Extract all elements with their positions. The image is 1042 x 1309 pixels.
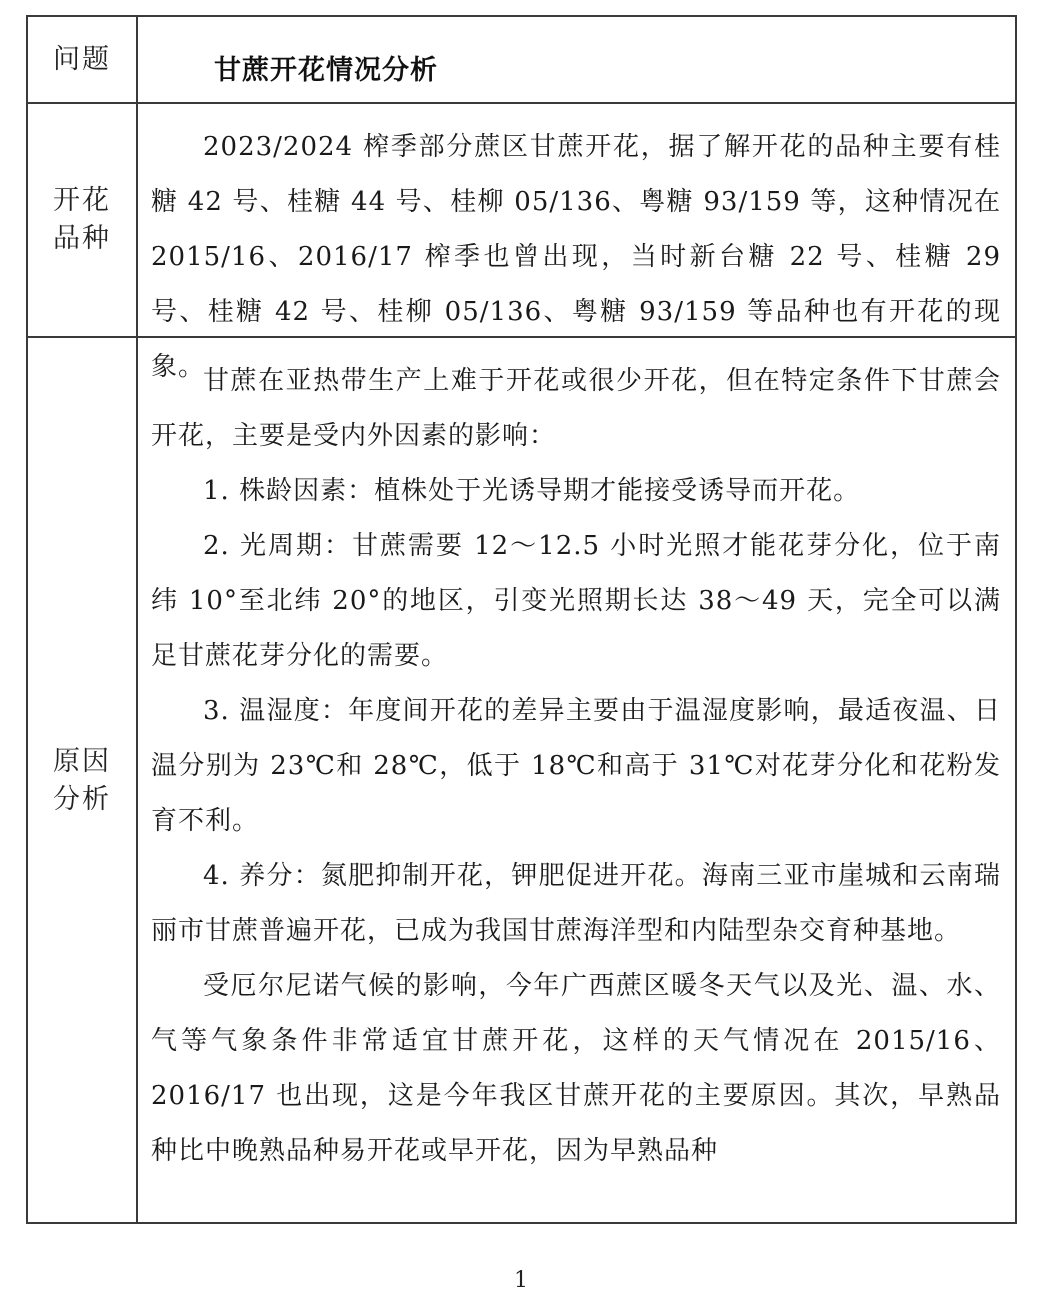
varieties-content-cell [138,104,1015,382]
causes-intro-paragraph: 甘蔗在亚热带生产上难于开花或很少开花，但在特定条件下甘蔗会开花，主要是受内外因素的影响： [151,366,1001,451]
causes-label: 原因 分析 [53,746,111,815]
table-row-header [28,17,1015,104]
title-cell [138,17,1015,102]
varieties-paragraph: 2023/2024 榨季部分蔗区甘蔗开花，据了解开花的品种主要有桂糖 42 号、桂糖 44 号、桂柳 05/136、粤糖 93/159 等，这种情况在 2015/16、2016/17 榨季也曾出现，当时新台糖 22 号、桂糖 29 号、桂糖 42 号、桂柳 05/136、粤糖 93/159 等品种也有开花的现象。 [151,132,1001,382]
causes-label-cell [28,338,138,1224]
varieties-label-cell [28,104,138,336]
causes-conclusion-paragraph: 受厄尔尼诺气候的影响，今年广西蔗区暖冬天气以及光、温、水、气等气象条件非常适宜甘蔗开花，这样的天气情况在 2015/16、2016/17 也出现，这是今年我区甘蔗开花的主要原因。其次，早熟品种比中晚熟品种易开花或早开花，因为早熟品种 [151,971,1001,1166]
cause-item-temperature-humidity: 3. 温湿度：年度间开花的差异主要由于温湿度影响，最适夜温、日温分别为 23℃和 28℃，低于 18℃和高于 31℃对花芽分化和花粉发育不利。 [151,696,1001,836]
varieties-label: 开花 品种 [53,185,111,254]
table-row-causes [28,338,1015,1224]
causes-content-cell [138,338,1015,1224]
question-label: 问题 [53,43,111,75]
question-label-cell [28,17,138,102]
page-number: 1 [514,1268,528,1293]
cause-item-nutrients: 4. 养分：氮肥抑制开花，钾肥促进开花。海南三亚市崖城和云南瑞丽市甘蔗普遍开花，已成为我国甘蔗海洋型和内陆型杂交育种基地。 [151,861,1001,946]
analysis-table [26,15,1017,1224]
cause-item-plant-age: 1. 株龄因素：植株处于光诱导期才能接受诱导而开花。 [203,476,861,506]
cause-item-photoperiod: 2. 光周期：甘蔗需要 12～12.5 小时光照才能花芽分化，位于南纬 10°至北纬 20°的地区，引变光照期长达 38～49 天，完全可以满足甘蔗花芽分化的需要。 [151,531,1001,671]
table-row-varieties [28,104,1015,382]
document-title: 甘蔗开花情况分析 [214,55,438,86]
